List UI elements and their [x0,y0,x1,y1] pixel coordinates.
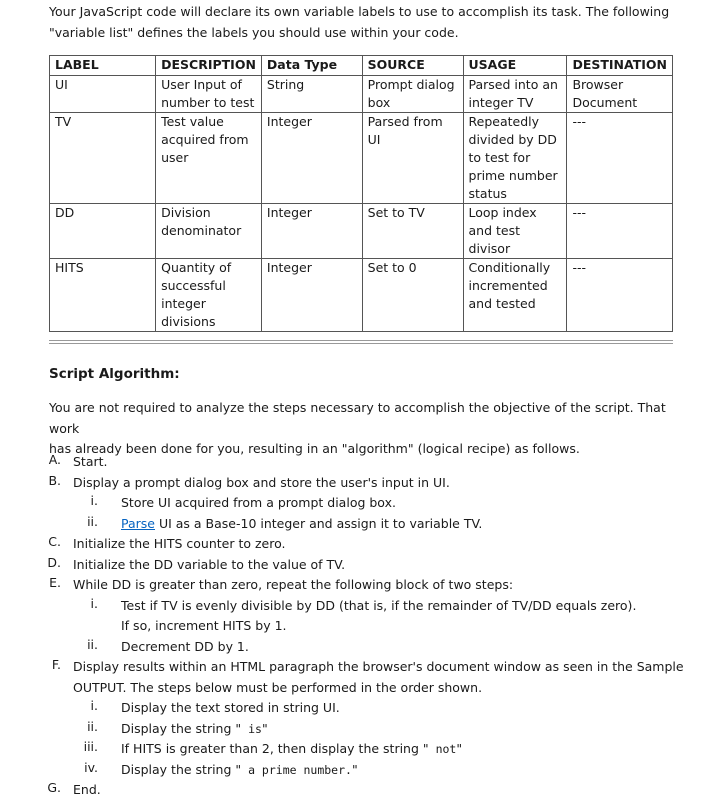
code-is: is [241,721,262,736]
text-fragment: If HITS is greater than 2, then display the string " [121,741,429,756]
cell-line: user [161,150,189,165]
table-row [50,113,673,204]
cell-usage [463,204,567,259]
cell-label: DD [50,204,156,259]
step-b-i: Store UI acquired from a prompt dialog box. [121,495,396,510]
cell-line: acquired from [161,132,249,147]
algorithm-intro-line-1: You are not required to analyze the steps necessary to accomplish the objective of the script. That work [49,400,666,436]
cell-line: status [468,186,507,201]
cell-line: successful [161,278,226,293]
cell-line: divided by DD [468,132,557,147]
cell-line: --- [572,114,586,129]
step-f-i: Display the text stored in string UI. [121,700,340,715]
cell-line: Browser [572,77,624,92]
substep-marker-b-i: i. [90,493,98,508]
step-f-ii [121,719,268,740]
header-label: LABEL [50,56,156,76]
substep-marker-e-i: i. [90,595,98,611]
header-destination: DESTINATION [567,56,673,76]
cell-destination [567,113,673,204]
cell-line: box [367,95,391,110]
cell-line: to test for [468,150,531,165]
step-f-line-1: Display results within an HTML paragraph the browser's document window as seen in the Sample [73,659,684,674]
step-marker-f: F. [51,657,61,672]
cell-destination [567,76,673,113]
table-row [50,259,673,332]
step-marker-c: C. [48,534,61,549]
intro-line-1: Your JavaScript code will declare its own variable labels to use to accomplish its task. The following [49,4,670,19]
cell-line: Test value [161,114,224,129]
substep-marker-f-ii: ii. [87,718,98,734]
variable-list-table [49,55,673,332]
cell-line: Prompt dialog [367,77,455,92]
text-fragment: " [261,720,268,736]
cell-destination [567,259,673,332]
intro-paragraph [49,2,689,43]
header-description: DESCRIPTION [156,56,262,76]
header-data-type: Data Type [261,56,362,76]
step-b: Display a prompt dialog box and store the user's input in UI. [73,474,450,490]
text-fragment: " [351,761,358,777]
cell-line: Loop index [468,205,537,220]
cell-usage [463,113,567,204]
step-e: While DD is greater than zero, repeat the following block of two steps: [73,577,514,592]
substep-marker-e-ii: ii. [87,636,98,652]
cell-line: Quantity of [161,260,232,275]
cell-type: Integer [261,259,362,332]
cell-line: divisions [161,314,216,329]
cell-line: divisor [468,241,511,256]
step-e-ii: Decrement DD by 1. [121,638,249,654]
step-d: Initialize the DD variable to the value of TV. [73,556,346,572]
cell-line: integer [161,296,206,311]
cell-description [156,113,262,204]
parse-link[interactable]: Parse [121,515,155,531]
substep-marker-f-iv: iv. [84,759,98,775]
cell-line: integer TV [468,95,534,110]
cell-line: --- [572,205,586,220]
cell-source [362,76,463,113]
cell-label: UI [50,76,156,113]
cell-type: String [261,76,362,113]
algorithm-intro-line-2: has already been done for you, resulting in an "algorithm" (logical recipe) as follows. [49,441,580,456]
header-source: SOURCE [362,56,463,76]
cell-description [156,204,262,259]
cell-destination [567,204,673,259]
algorithm-heading: Script Algorithm: [49,366,180,382]
cell-source [362,259,463,332]
step-f-line-2: OUTPUT. The steps below must be performed in the order shown. [73,679,483,695]
step-e-i-line-2: If so, increment HITS by 1. [121,618,287,633]
step-marker-e: E. [49,575,61,590]
step-b-ii [121,514,482,535]
cell-line: User Input of [161,77,242,92]
step-marker-d: D. [47,554,61,570]
cell-line: Set to TV [367,205,425,220]
cell-label: TV [50,113,156,204]
cell-type: Integer [261,113,362,204]
cell-line: Parsed into an [468,77,558,92]
cell-line: and tested [468,296,536,311]
table-row [50,76,673,113]
step-f-iv [121,760,358,781]
table-header-row [50,56,673,76]
substep-marker-f-iii: iii. [83,739,98,754]
header-usage: USAGE [463,56,567,76]
step-g: End. [73,782,101,797]
step-b-ii-text: UI as a Base-10 integer and assign it to variable TV. [154,515,483,531]
substep-marker-b-ii: ii. [87,513,98,529]
step-marker-g: G. [47,780,61,795]
text-fragment: " [456,741,463,756]
step-f-iii [121,739,462,760]
table-row [50,204,673,259]
cell-line: number to test [161,95,255,110]
cell-description [156,76,262,113]
cell-line: Division [161,205,211,220]
algorithm-intro-paragraph [49,398,679,460]
cell-line: incremented [468,278,548,293]
cell-line: --- [572,260,586,275]
cell-line: Set to 0 [367,260,417,275]
cell-line: Repeatedly [468,114,540,129]
intro-line-2: "variable list" defines the labels you should use within your code. [49,24,459,40]
cell-source [362,204,463,259]
code-a-prime-number: a prime number. [241,762,352,777]
cell-line: Parsed from UI [367,114,443,147]
cell-line: Document [572,95,638,110]
step-marker-a: A. [48,452,61,467]
text-fragment: Display the string " [121,720,242,736]
cell-line: Conditionally [468,260,551,275]
cell-label: HITS [50,259,156,332]
cell-usage [463,259,567,332]
step-a: Start. [73,454,108,469]
cell-line: denominator [161,223,242,238]
step-marker-b: B. [48,472,61,488]
substep-marker-f-i: i. [90,698,98,713]
code-not: not [428,742,457,756]
text-fragment: Display the string " [121,761,242,777]
cell-line: and test [468,223,521,238]
step-e-i-line-1: Test if TV is evenly divisible by DD (that is, if the remainder of TV/DD equals zero). [121,597,637,613]
cell-description [156,259,262,332]
step-c: Initialize the HITS counter to zero. [73,536,286,551]
section-divider [49,340,673,344]
cell-line: prime number [468,168,558,183]
cell-type: Integer [261,204,362,259]
cell-source [362,113,463,204]
cell-usage [463,76,567,113]
